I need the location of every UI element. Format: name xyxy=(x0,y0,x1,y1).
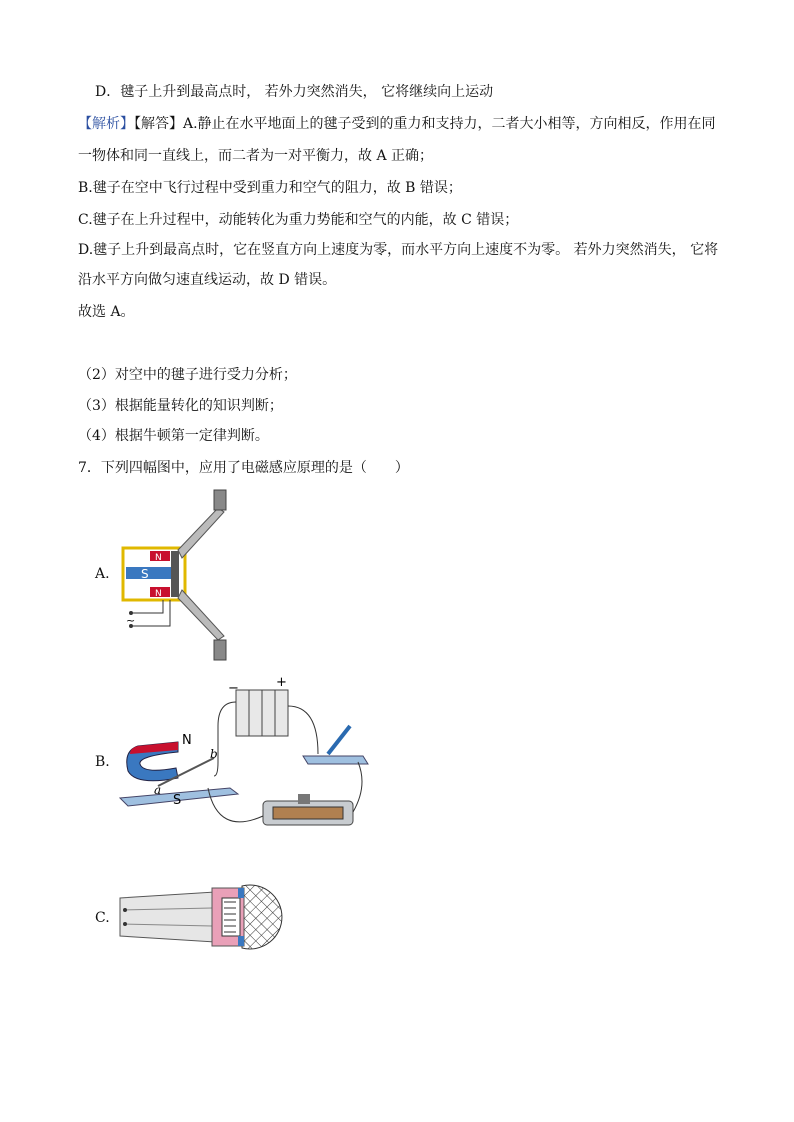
ac-symbol: ~ xyxy=(126,614,136,627)
answer-tag: 【解答】 xyxy=(134,116,183,132)
label-s: S xyxy=(173,793,182,808)
analysis-a-continued: 一物体和同一直线上，而二者为一对平衡力，故 A 正确； xyxy=(78,148,434,164)
label-n-top: N xyxy=(155,553,162,563)
wire-battery-switch xyxy=(288,706,318,754)
switch-lever xyxy=(328,726,350,754)
analysis-a-text: A.静止在水平地面上的毽子受到的重力和支持力，二者大小相等，方向相反，作用在同 xyxy=(183,116,716,132)
label-n-bottom: N xyxy=(155,589,162,599)
option-a-label: A. xyxy=(95,566,110,582)
upper-block xyxy=(214,490,226,510)
note-3: （3）根据能量转化的知识判断； xyxy=(78,398,283,414)
analysis-c-text: C.毽子在上升过程中，动能转化为重力势能和空气的内能，故 C 错误； xyxy=(78,212,519,228)
battery-plus: + xyxy=(276,675,287,690)
label-b: b xyxy=(210,747,218,761)
analysis-paragraph-a xyxy=(78,114,716,134)
mesh-grille xyxy=(242,885,282,949)
wire-battery-rod xyxy=(214,702,236,776)
analysis-d-continued: 沿水平方向做匀速直线运动，故 D 错误。 xyxy=(78,272,337,288)
analysis-d-text: D.毽子上升到最高点时，它在竖直方向上速度为零，而水平方向上速度不为零。 若外力突然消失， 它将 xyxy=(78,242,719,258)
question-7: 7．下列四幅图中，应用了电磁感应原理的是（ ） xyxy=(78,460,409,476)
label-a: a xyxy=(154,783,162,797)
handle xyxy=(120,892,215,942)
figure-b-circuit xyxy=(118,676,393,851)
option-b-label: B. xyxy=(95,754,110,770)
coil xyxy=(171,551,179,597)
lower-arm xyxy=(178,590,224,640)
figure-a-electromagnet xyxy=(118,488,238,663)
option-d-text: D．毽子上升到最高点时， 若外力突然消失， 它将继续向上运动 xyxy=(95,84,494,100)
wire-switch-rheostat xyxy=(353,762,362,812)
analysis-b-text: B.毽子在空中飞行过程中受到重力和空气的阻力，故 B 错误； xyxy=(78,180,462,196)
label-n: N xyxy=(182,733,192,748)
figure-c-microphone xyxy=(120,884,310,950)
note-4: （4）根据牛顿第一定律判断。 xyxy=(78,428,269,444)
upper-arm xyxy=(178,508,224,558)
conclusion-text: 故选 A。 xyxy=(78,304,135,320)
battery-minus: − xyxy=(228,681,239,696)
option-c-label: C. xyxy=(95,910,110,926)
analysis-tag: 【解析】 xyxy=(78,116,134,132)
lower-block xyxy=(214,640,226,660)
label-s-small: S xyxy=(141,567,149,581)
note-2: （2）对空中的毽子进行受力分析； xyxy=(78,367,297,383)
wire-1 xyxy=(133,600,163,613)
